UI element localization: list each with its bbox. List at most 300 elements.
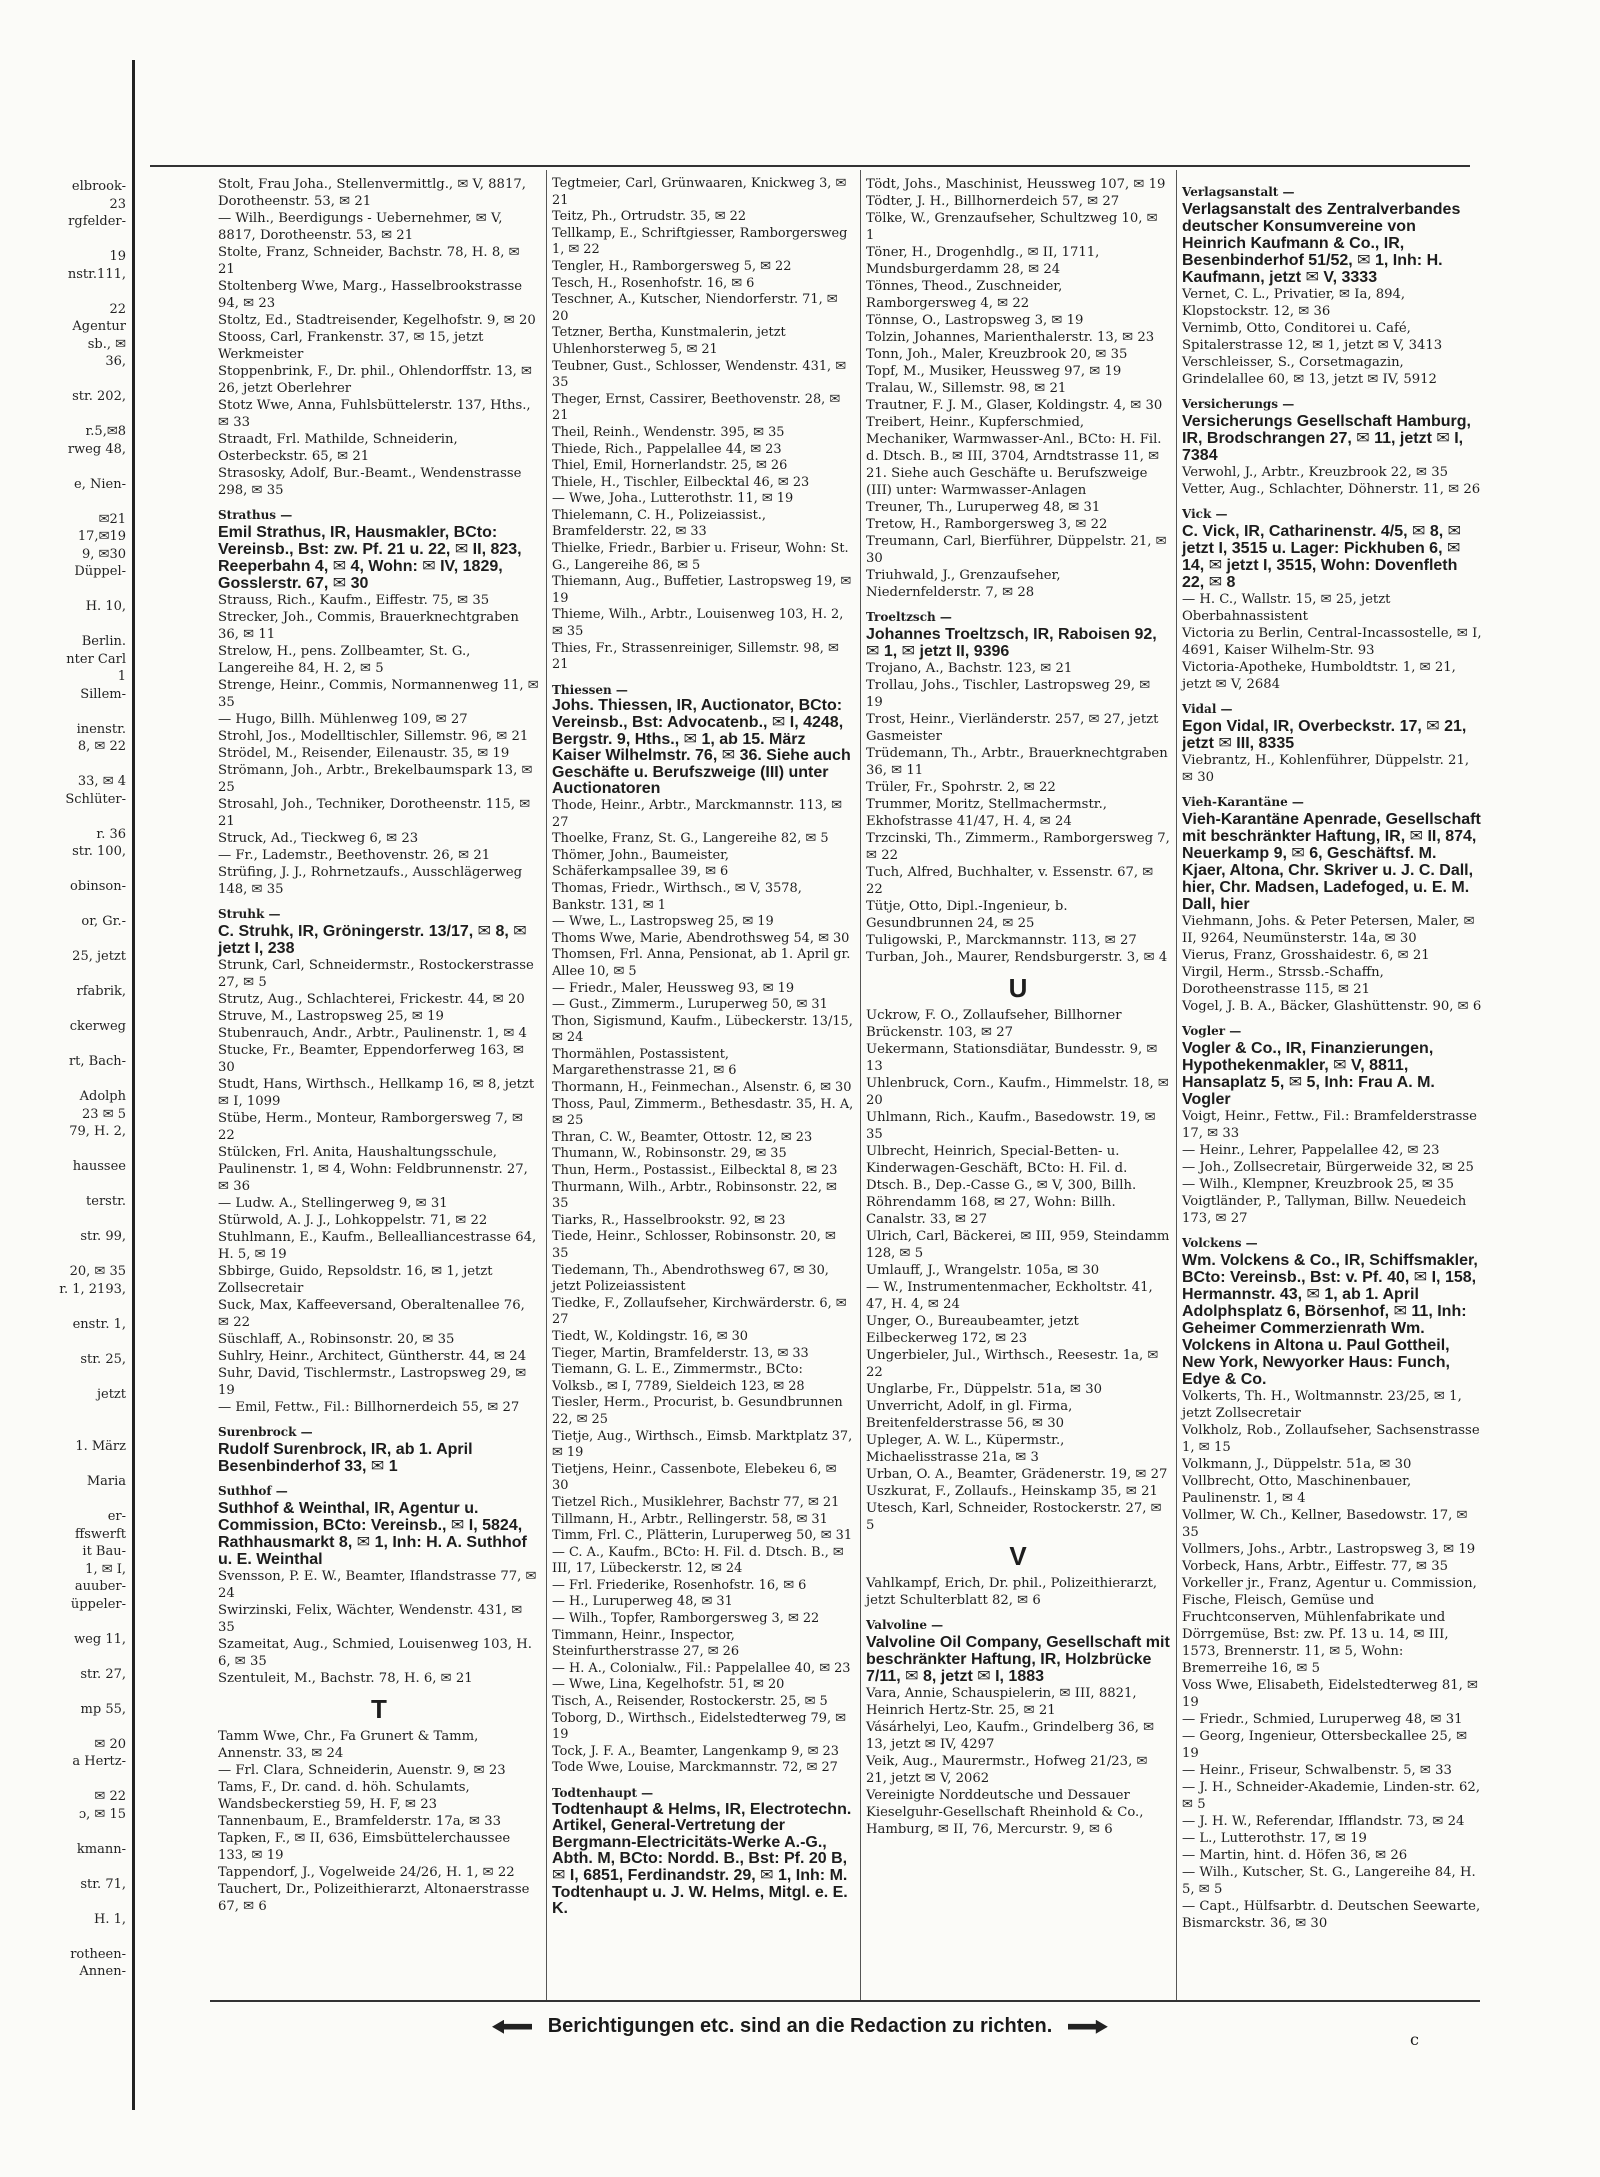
directory-entry: — Wilh., Klempner, Kreuzbrook 25, ✉ 35	[1182, 1177, 1454, 1192]
directory-entry: Thumann, W., Robinsonstr. 29, ✉ 35	[552, 1146, 787, 1162]
margin-fragment-line: 23 ✉ 5	[82, 1106, 126, 1122]
directory-entry: Thurmann, Wilh., Arbtr., Robinsonstr. 22, ✉ 35	[552, 1179, 837, 1212]
margin-fragment-line: a Hertz-	[72, 1754, 126, 1769]
margin-fragment-line: nter Carl	[66, 651, 126, 667]
firm-group-heading: Vieh-Karantäne —	[1182, 795, 1304, 809]
directory-entry: Stotz Wwe, Anna, Fuhlsbüttelerstr. 137, Hths., ✉ 33	[218, 398, 531, 430]
directory-entry: Tamm Wwe, Chr., Fa Grunert & Tamm, Annenstr. 33, ✉ 24	[218, 1729, 479, 1761]
margin-fragment-line: H. 10,	[85, 599, 126, 614]
directory-entry: Thoelke, Franz, St. G., Langereihe 82, ✉ 5	[552, 831, 829, 847]
directory-entry: Viebrantz, H., Kohlenführer, Düppelstr. 21, ✉ 30	[1182, 753, 1470, 785]
directory-entry: Thieme, Wilh., Arbtr., Louisenweg 103, H. 2, ✉ 35	[552, 607, 844, 640]
directory-entry: Viehmann, Johs. & Peter Petersen, Maler, ✉ II, 9264, Neumünsterstr. 14a, ✉ 30	[1182, 914, 1475, 946]
directory-entry: Volkerts, Th. H., Woltmannstr. 23/25, ✉ 1, jetzt Zollsecretair	[1182, 1389, 1462, 1421]
directory-entry: — L., Lutterothstr. 17, ✉ 19	[1182, 1831, 1367, 1846]
margin-fragment-line: 23	[109, 196, 126, 212]
directory-entry: Trollau, Johs., Tischler, Lastropsweg 29, ✉ 19	[866, 678, 1151, 710]
directory-entry: — Wwe, L., Lastropsweg 25, ✉ 19	[552, 914, 774, 930]
directory-entry: Szentuleit, M., Bachstr. 78, H. 6, ✉ 21	[218, 1671, 473, 1686]
directory-entry: Unger, O., Bureaubeamter, jetzt Eilbeckerweg 172, ✉ 23	[866, 1314, 1079, 1346]
directory-entry: Virgil, Herm., Strssb.-Schaffn, Dorotheenstrasse 115, ✉ 21	[1182, 965, 1384, 997]
directory-entry: Tiedemann, Th., Abendrothsweg 67, ✉ 30, jetzt Polizeiassistent	[552, 1262, 829, 1295]
firm-entry: Vieh-Karantäne Apenrade, Gesellschaft mit beschränkter Haftung, IR, ✉ II, 874, Neuerkamp 9, ✉ 6, Geschäftsf. M. Kjaer, Altona, Chr. Skriver u. J. C. Dall, hier, Chr. Madsen, Ladefoged, u. E. M. Dall, hier	[1182, 811, 1481, 913]
directory-entry: Tödt, Johs., Maschinist, Heussweg 107, ✉ 19	[866, 177, 1166, 192]
directory-entry: Tonn, Joh., Maler, Kreuzbrook 20, ✉ 35	[866, 347, 1128, 362]
column-divider	[860, 170, 861, 2000]
directory-entry: — Hugo, Billh. Mühlenweg 109, ✉ 27	[218, 712, 468, 727]
directory-entry: Theger, Ernst, Cassirer, Beethovenstr. 28, ✉ 21	[552, 391, 841, 424]
directory-entry: Trost, Heinr., Vierländerstr. 257, ✉ 27, jetzt Gasmeister	[866, 712, 1159, 744]
pointing-hand-icon	[1068, 2020, 1108, 2034]
directory-entry: Treuner, Th., Luruperweg 48, ✉ 31	[866, 500, 1101, 515]
firm-entry: Johannes Troeltzsch, IR, Raboisen 92, ✉ 1, ✉ jetzt II, 9396	[866, 626, 1157, 660]
firm-entry: Todtenhaupt & Helms, IR, Electrotechn. Artikel, General-Vertretung der Bergmann-Electricitäts-Werke A.-G., Abth. M, BCto: Nordd. B., Bst: Pf. 20 B, ✉ I, 6851, Ferdinandstr. 29, ✉ 1, Inh: M. Todtenhaupt u. J. W. Helms, Mitgl. e. E. K.	[552, 1800, 852, 1918]
header-rule	[150, 165, 1470, 167]
directory-entry: — Martin, hint. d. Höfen 36, ✉ 26	[1182, 1848, 1408, 1863]
firm-group-heading: Strathus —	[218, 508, 293, 522]
firm-group-heading: Troeltzsch —	[866, 610, 952, 624]
directory-entry: — Friedr., Schmied, Luruperweg 48, ✉ 31	[1182, 1712, 1463, 1727]
directory-entry: — Gust., Zimmerm., Luruperweg 50, ✉ 31	[552, 997, 828, 1013]
directory-entry: Süschlaff, A., Robinsonstr. 20, ✉ 35	[218, 1332, 455, 1347]
margin-fragment-line: Annen-	[79, 1964, 126, 1979]
directory-entry: Tralau, W., Sillemstr. 98, ✉ 21	[866, 381, 1067, 396]
margin-fragment-line: 79, H. 2,	[69, 1124, 126, 1139]
margin-fragment-line: obinson-	[70, 879, 126, 894]
margin-fragment-line: elbrook-	[71, 179, 126, 194]
directory-entry: — Wilh., Kutscher, St. G., Langereihe 84, H. 5, ✉ 5	[1182, 1865, 1476, 1897]
margin-fragment-line: Schlüter-	[65, 791, 126, 807]
directory-entry: — J. H., Schneider-Akademie, Linden-str. 62, ✉ 5	[1182, 1780, 1481, 1812]
directory-entry: Thielke, Friedr., Barbier u. Friseur, Wohn: St. G., Langereihe 86, ✉ 5	[552, 541, 849, 573]
directory-entry: Strauss, Rich., Kaufm., Eiffestr. 75, ✉ 35	[218, 593, 490, 608]
directory-entry: Tellkamp, E., Schriftgiesser, Ramborgersweg 1, ✉ 22	[552, 225, 848, 258]
margin-fragment-line: üppeler-	[70, 1596, 126, 1612]
margin-fragment-line: e, Nien-	[74, 476, 126, 492]
directory-entry: Trautner, F. J. M., Glaser, Koldingstr. 4, ✉ 30	[866, 398, 1163, 413]
footer-text: Berichtigungen etc. sind an die Redaction zu richten.	[547, 2015, 1053, 2037]
firm-group-heading: Vidal —	[1182, 702, 1233, 716]
directory-entry: Struck, Ad., Tieckweg 6, ✉ 23	[218, 831, 419, 846]
margin-fragment-line: ɔ, ✉ 15	[78, 1806, 126, 1822]
directory-entry: Upleger, A. W. L., Küpermstr., Michaelisstrasse 21a, ✉ 3	[866, 1433, 1065, 1465]
directory-entry: Tesch, H., Rosenhofstr. 16, ✉ 6	[552, 275, 755, 291]
directory-entry: — H., Luruperweg 48, ✉ 31	[552, 1594, 733, 1610]
directory-entry: Vollbrecht, Otto, Maschinenbauer, Paulinenstr. 1, ✉ 4	[1182, 1474, 1412, 1506]
directory-entry: — Friedr., Maler, Heussweg 93, ✉ 19	[552, 980, 795, 996]
directory-entry: Stürwold, A. J. J., Lohkoppelstr. 71, ✉ 22	[218, 1213, 488, 1228]
directory-entry: — Wwe, Joha., Lutterothstr. 11, ✉ 19	[552, 491, 794, 507]
directory-entry: Vorkeller jr., Franz, Agentur u. Commission, Fische, Fleisch, Gemüse und Fruchtconserven, Mühlenfabrikate und Dörrgemüse, Bst: zw. Pf. 13 u. 14, ✉ III, 1573, Brennerstr. 11, ✉ 5, Wohn: Bremerreihe 16, ✉ 5	[1182, 1576, 1477, 1676]
margin-fragment-line: terstr.	[86, 1194, 126, 1209]
directory-entry: Vogel, J. B. A., Bäcker, Glashüttenstr. 90, ✉ 6	[1182, 999, 1482, 1014]
margin-fragment-line: rweg 48,	[67, 441, 126, 457]
directory-entry: Strüfing, J. J., Rohrnetzaufs., Ausschlägerweg 148, ✉ 35	[218, 865, 523, 897]
directory-entry: Stübe, Herm., Monteur, Ramborgersweg 7, ✉ 22	[218, 1111, 524, 1143]
directory-entry: Thomas, Friedr., Wirthsch., ✉ V, 3578, Bankstr. 131, ✉ 1	[552, 880, 802, 913]
directory-entry: Turban, Joh., Maurer, Rendsburgerstr. 3, ✉ 4	[866, 950, 1168, 965]
directory-entry: Vernimb, Otto, Conditorei u. Café, Spitalerstrasse 12, ✉ 1, jetzt ✉ V, 3413	[1182, 321, 1443, 353]
directory-entry: — Frl. Clara, Schneiderin, Auenstr. 9, ✉ 23	[218, 1763, 506, 1778]
directory-entry: Timmann, Heinr., Inspector, Steinfurtherstrasse 27, ✉ 26	[552, 1627, 740, 1660]
margin-fragment-line: 33, ✉ 4	[77, 774, 126, 789]
directory-entry: Unglarbe, Fr., Düppelstr. 51a, ✉ 30	[866, 1382, 1102, 1397]
directory-entry: Straadt, Frl. Mathilde, Schneiderin, Osterbeckstr. 65, ✉ 21	[218, 432, 458, 464]
directory-entry: Tock, J. F. A., Beamter, Langenkamp 9, ✉ 23	[552, 1743, 839, 1759]
directory-entry: Vollmer, W. Ch., Kellner, Basedowstr. 17, ✉ 35	[1182, 1508, 1468, 1540]
margin-fragment-line: 1, ✉ I,	[85, 1561, 126, 1577]
margin-fragment-line: 1. März	[75, 1439, 126, 1454]
margin-fragment-line: 36,	[105, 354, 126, 369]
directory-entry: Tolzin, Johannes, Marienthalerstr. 13, ✉ 23	[866, 330, 1155, 345]
directory-entry: Unverricht, Adolf, in gl. Firma, Breitenfelderstrasse 56, ✉ 30	[866, 1399, 1073, 1431]
directory-entry: Strömann, Joh., Arbtr., Brekelbaumspark 13, ✉ 25	[218, 763, 533, 795]
firm-group-heading: Versicherungs —	[1182, 397, 1295, 411]
directory-entry: — Heinr., Lehrer, Pappelallee 42, ✉ 23	[1182, 1143, 1440, 1158]
margin-fragment-line: 1	[117, 669, 126, 684]
directory-entry: Vara, Annie, Schauspielerin, ✉ III, 8821, Heinrich Hertz-Str. 25, ✉ 21	[866, 1686, 1137, 1718]
directory-entry: Uekermann, Stationsdiätar, Bundesstr. 9, ✉ 13	[866, 1042, 1158, 1074]
footer-rule	[210, 2000, 1480, 2002]
directory-entry: Strenge, Heinr., Commis, Normannenweg 11, ✉ 35	[218, 678, 539, 710]
directory-entry: Szameitat, Aug., Schmied, Louisenweg 103, H. 6, ✉ 35	[218, 1637, 532, 1669]
margin-fragment-line: Maria	[86, 1474, 126, 1489]
firm-group-heading: Surenbrock —	[218, 1425, 313, 1439]
margin-fragment-line: inenstr.	[76, 721, 126, 737]
directory-entry: Stoltz, Ed., Stadtreisender, Kegelhofstr. 9, ✉ 20	[218, 313, 536, 328]
directory-entry: Volkholz, Rob., Zollaufseher, Sachsenstrasse 1, ✉ 15	[1182, 1423, 1480, 1455]
margin-fragment-line: sb., ✉	[87, 336, 126, 352]
directory-entry: Vorbeck, Hans, Arbtr., Eiffestr. 77, ✉ 35	[1182, 1559, 1449, 1574]
directory-entry: — H. C., Wallstr. 15, ✉ 25, jetzt Oberbahnassistent	[1182, 592, 1391, 624]
directory-entry: Tietzel Rich., Musiklehrer, Bachstr 77, ✉ 21	[552, 1494, 840, 1510]
directory-entry: Timm, Frl. C., Plätterin, Luruperweg 50, ✉ 31	[552, 1528, 853, 1544]
margin-fragment-line: ckerweg	[69, 1019, 126, 1034]
directory-entry: — Emil, Fettw., Fil.: Billhornerdeich 55, ✉ 27	[218, 1400, 520, 1415]
margin-fragment-line: kmann-	[76, 1841, 126, 1857]
directory-entry: Stülcken, Frl. Anita, Haushaltungsschule, Paulinenstr. 1, ✉ 4, Wohn: Feldbrunnenstr. 27, ✉ 36	[218, 1145, 528, 1194]
directory-entry: Tölke, W., Grenzaufseher, Schultzweg 10, ✉ 1	[866, 211, 1158, 243]
margin-fragment-line: r. 1, 2193,	[59, 1281, 126, 1297]
directory-entry: — Joh., Zollsecretair, Bürgerweide 32, ✉ 25	[1182, 1160, 1474, 1175]
margin-fragment-line: Sillem-	[80, 686, 126, 702]
directory-entry: Ungerbieler, Jul., Wirthsch., Reesestr. 1a, ✉ 22	[866, 1348, 1159, 1380]
margin-fragment-line: 17,✉19	[77, 529, 126, 544]
section-letter: V	[1009, 1541, 1027, 1571]
firm-entry: Egon Vidal, IR, Overbeckstr. 17, ✉ 21, jetzt ✉ III, 8335	[1182, 718, 1467, 752]
directory-entry: Strelow, H., pens. Zollbeamter, St. G., Langereihe 84, H. 2, ✉ 5	[218, 644, 471, 676]
firm-group-heading: Valvoline —	[866, 1618, 944, 1632]
directory-entry: Vernet, C. L., Privatier, ✉ Ia, 894, Klopstockstr. 12, ✉ 36	[1182, 287, 1406, 319]
column-4	[1182, 176, 1482, 1932]
directory-entry: Suhr, David, Tischlermstr., Lastropsweg 29, ✉ 19	[218, 1366, 527, 1398]
directory-entry: Struve, M., Lastropsweg 25, ✉ 19	[218, 1009, 444, 1024]
margin-fragment-line: str. 202,	[72, 389, 126, 404]
directory-entry: Uhlenbruck, Corn., Kaufm., Himmelstr. 18, ✉ 20	[866, 1076, 1169, 1108]
directory-entry: Tuligowski, P., Marckmannstr. 113, ✉ 27	[866, 933, 1137, 948]
margin-fragment-line: rfabrik,	[76, 984, 126, 999]
footer-note	[0, 2015, 1600, 2038]
directory-entry: Topf, M., Musiker, Heussweg 97, ✉ 19	[866, 364, 1122, 379]
margin-fragment-line: mp 55,	[80, 1701, 126, 1717]
margin-fragment-line: rt, Bach-	[68, 1054, 126, 1069]
directory-entry: — Wilh., Topfer, Ramborgersweg 3, ✉ 22	[552, 1611, 820, 1627]
directory-entry: Strosahl, Joh., Techniker, Dorotheenstr. 115, ✉ 21	[218, 797, 531, 829]
margin-fragment-line: str. 71,	[80, 1876, 126, 1892]
margin-fragment-line: Adolph	[79, 1089, 126, 1104]
directory-entry: Thon, Sigismund, Kaufm., Lübeckerstr. 13/15, ✉ 24	[552, 1013, 853, 1046]
directory-entry: Tietje, Aug., Wirthsch., Eimsb. Marktplatz 37, ✉ 19	[552, 1428, 853, 1461]
directory-entry: Trüler, Fr., Spohrstr. 2, ✉ 22	[866, 780, 1056, 795]
directory-entry: Tetzner, Bertha, Kunstmalerin, jetzt Uhlenhorsterweg 5, ✉ 21	[552, 325, 786, 357]
firm-entry: Vogler & Co., IR, Finanzierungen, Hypothekenmakler, ✉ V, 8811, Hansaplatz 5, ✉ 5, Inh: Frau A. M. Vogler	[1182, 1040, 1435, 1108]
directory-entry: Thun, Herm., Postassist., Eilbecktal 8, ✉ 23	[552, 1163, 838, 1179]
directory-entry: Tiede, Heinr., Schlosser, Robinsonstr. 20, ✉ 35	[552, 1229, 836, 1261]
directory-entry: Tütje, Otto, Dipl.-Ingenieur, b. Gesundbrunnen 24, ✉ 25	[866, 899, 1068, 931]
directory-entry: Thiele, H., Tischler, Eilbecktal 46, ✉ 23	[552, 474, 810, 490]
margin-fragment-line: haussee	[72, 1159, 126, 1174]
directory-entry: Tillmann, H., Arbtr., Rellingerstr. 58, ✉ 31	[552, 1511, 828, 1527]
firm-entry: Valvoline Oil Company, Gesellschaft mit beschränkter Haftung, IR, Holzbrücke 7/11, ✉ 8, jetzt ✉ I, 1883	[866, 1634, 1170, 1685]
margin-fragment-line: Düppel-	[74, 564, 126, 579]
directory-entry: Suck, Max, Kaffeeversand, Oberaltenallee 76, ✉ 22	[218, 1298, 525, 1330]
directory-entry: Tönnes, Theod., Zuschneider, Ramborgersweg 4, ✉ 22	[866, 279, 1063, 311]
directory-entry: Voigtländer, P., Tallyman, Billw. Neuedeich 173, ✉ 27	[1182, 1194, 1467, 1226]
directory-entry: Swirzinski, Felix, Wächter, Wendenstr. 431, ✉ 35	[218, 1603, 523, 1635]
directory-entry: Voss Wwe, Elisabeth, Eidelstedterweg 81, ✉ 19	[1182, 1678, 1479, 1710]
directory-entry: Umlauff, J., Wrangelstr. 105a, ✉ 30	[866, 1263, 1100, 1278]
directory-entry: Tengler, H., Ramborgersweg 5, ✉ 22	[552, 258, 792, 274]
directory-entry: Tegtmeier, Carl, Grünwaaren, Knickweg 3, ✉ 21	[552, 176, 847, 208]
directory-entry: Uszkurat, F., Zollaufs., Heinskamp 35, ✉ 21	[866, 1484, 1158, 1499]
directory-entry: Victoria-Apotheke, Humboldtstr. 1, ✉ 21, jetzt ✉ V, 2684	[1182, 660, 1456, 692]
directory-entry: Stoppenbrink, F., Dr. phil., Ohlendorffstr. 13, ✉ 26, jetzt Oberlehrer	[218, 364, 533, 396]
directory-entry: Tiedke, F., Zollaufseher, Kirchwärderstr. 6, ✉ 27	[552, 1295, 847, 1328]
directory-entry: Teschner, A., Kutscher, Niendorferstr. 71, ✉ 20	[552, 292, 838, 324]
directory-entry: Uhlmann, Rich., Kaufm., Basedowstr. 19, ✉ 35	[866, 1110, 1156, 1142]
left-page-margin-fragment	[0, 60, 135, 2110]
directory-entry: Tretow, H., Ramborgersweg 3, ✉ 22	[866, 517, 1108, 532]
directory-entry: — C. A., Kaufm., BCto: H. Fil. d. Dtsch. B., ✉ III, 17, Lübeckerstr. 12, ✉ 24	[552, 1544, 844, 1577]
directory-entry: Volkmann, J., Düppelstr. 51a, ✉ 30	[1182, 1457, 1412, 1472]
firm-group-heading: Volckens —	[1182, 1236, 1258, 1250]
directory-entry: — Heinr., Friseur, Schwalbenstr. 5, ✉ 33	[1182, 1763, 1452, 1778]
directory-entry: Thode, Heinr., Arbtr., Marckmannstr. 113, ✉ 27	[552, 797, 842, 830]
directory-entry: Utesch, Karl, Schneider, Rostockerstr. 27, ✉ 5	[866, 1501, 1162, 1533]
directory-entry: Thielemann, C. H., Polizeiassist., Bramfelderstr. 22, ✉ 33	[552, 507, 766, 540]
directory-entry: Thoms Wwe, Marie, Abendrothsweg 54, ✉ 30	[552, 930, 850, 946]
firm-group-heading: Vogler —	[1182, 1024, 1242, 1038]
margin-fragment-line: r.5,✉8	[85, 424, 126, 439]
firm-group-heading: Todtenhaupt —	[552, 1786, 654, 1800]
directory-entry: Strunk, Carl, Schneidermstr., Rostockerstrasse 27, ✉ 5	[218, 958, 534, 990]
section-letter: T	[371, 1694, 387, 1724]
margin-fragment-line: auuber-	[74, 1579, 126, 1594]
directory-entry: Thran, C. W., Beamter, Ottostr. 12, ✉ 23	[552, 1129, 813, 1145]
firm-group-heading: Suthhof —	[218, 1484, 288, 1498]
directory-entry: Triuhwald, J., Grenzaufseher, Niedernfelderstr. 7, ✉ 28	[866, 568, 1061, 600]
margin-fragment-line: enstr. 1,	[72, 1316, 126, 1332]
margin-fragment-line: ffswerft	[75, 1526, 126, 1542]
margin-fragment-line: 22	[109, 301, 126, 317]
directory-entry: Tiedt, W., Koldingstr. 16, ✉ 30	[552, 1328, 748, 1344]
directory-entry: Vollmers, Johs., Arbtr., Lastropsweg 3, ✉ 19	[1182, 1542, 1476, 1557]
directory-entry: Strohl, Jos., Modelltischler, Sillemstr. 96, ✉ 21	[218, 729, 529, 744]
firm-entry: Versicherungs Gesellschaft Hamburg, IR, Brodschrangen 27, ✉ 11, jetzt ✉ I, 7384	[1182, 413, 1471, 464]
directory-entry: Strödel, M., Reisender, Eilenaustr. 35, ✉ 19	[218, 746, 510, 761]
directory-entry: Thiel, Emil, Hornerlandstr. 25, ✉ 26	[552, 458, 788, 474]
directory-entry: Treumann, Carl, Bierführer, Düppelstr. 21, ✉ 30	[866, 534, 1167, 566]
margin-fragment-line: weg 11,	[74, 1631, 126, 1647]
directory-entry: Tode Wwe, Louise, Marckmannstr. 72, ✉ 27	[552, 1760, 838, 1776]
directory-entry: Trummer, Moritz, Stellmachermstr., Ekhofstrasse 41/47, H. 4, ✉ 24	[866, 797, 1107, 829]
directory-entry: Toborg, D., Wirthsch., Eidelstedterweg 79, ✉ 19	[552, 1710, 846, 1743]
firm-entry: Rudolf Surenbrock, IR, ab 1. April Besenbinderhof 33, ✉ 1	[218, 1441, 473, 1475]
firm-group-heading: Struhk —	[218, 907, 281, 921]
directory-entry: Strecker, Joh., Commis, Brauerknechtgraben 36, ✉ 11	[218, 610, 519, 642]
directory-entry: Voigt, Heinr., Fettw., Fil.: Bramfelderstrasse 17, ✉ 33	[1182, 1109, 1477, 1141]
directory-entry: Stuhlmann, E., Kaufm., Bellealliancestrasse 64, H. 5, ✉ 19	[218, 1230, 537, 1262]
directory-entry: Thömer, John., Baumeister, Schäferkampsallee 39, ✉ 6	[552, 847, 729, 880]
directory-entry: Thies, Fr., Strassenreiniger, Sillemstr. 98, ✉ 21	[552, 640, 839, 673]
margin-fragment-line: 25, jetzt	[72, 949, 126, 964]
directory-entry: Urban, O. A., Beamter, Grädenerstr. 19, ✉ 27	[866, 1467, 1168, 1482]
directory-entry: Sbbirge, Guido, Repsoldstr. 16, ✉ 1, jetzt Zollsecretair	[218, 1264, 493, 1296]
section-letter: U	[1008, 973, 1028, 1003]
directory-entry: — Wilh., Beerdigungs - Uebernehmer, ✉ V, 8817, Dorotheenstr. 53, ✉ 21	[218, 211, 503, 243]
directory-entry: Trzcinski, Th., Zimmerm., Ramborgersweg 7, ✉ 22	[866, 831, 1170, 863]
directory-entry: Uckrow, F. O., Zollaufseher, Billhorner Brückenstr. 103, ✉ 27	[866, 1008, 1122, 1040]
corner-mark: c	[1410, 2030, 1419, 2049]
directory-entry: Suhlry, Heinr., Architect, Güntherstr. 44, ✉ 24	[218, 1349, 527, 1364]
directory-entry: Teubner, Gust., Schlosser, Wendenstr. 431, ✉ 35	[552, 358, 847, 391]
margin-fragment-line: ✉ 20	[94, 1736, 126, 1752]
margin-fragment-line: 19	[109, 249, 126, 264]
directory-entry: Strasosky, Adolf, Bur.-Beamt., Wendenstrasse 298, ✉ 35	[218, 466, 522, 498]
directory-entry: — Frl. Friederike, Rosenhofstr. 16, ✉ 6	[552, 1577, 807, 1593]
directory-entry: Thoss, Paul, Zimmerm., Bethesdastr. 35, H. A, ✉ 25	[552, 1096, 854, 1129]
margin-fragment-line: ✉ 22	[94, 1789, 126, 1804]
directory-entry: Tiemann, G. L. E., Zimmermstr., BCto: Volksb., ✉ I, 7789, Sieldeich 123, ✉ 28	[552, 1362, 805, 1394]
margin-fragment-line: Agentur	[72, 319, 126, 334]
directory-entry: Trojano, A., Bachstr. 123, ✉ 21	[866, 661, 1073, 676]
directory-entry: Ulbrecht, Heinrich, Special-Betten- u. Kinderwagen-Geschäft, BCto: H. Fil. d. Dtsch. B., Dep.-Casse G., ✉ V, 300, Billh. Röhrendamm 168, ✉ 27, Wohn: Billh. Canalstr. 33, ✉ 27	[866, 1144, 1137, 1227]
directory-entry: Stoltenberg Wwe, Marg., Hasselbrookstrasse 94, ✉ 23	[218, 279, 523, 311]
directory-entry: — Wwe, Lina, Kegelhofstr. 51, ✉ 20	[552, 1677, 785, 1693]
directory-entry: Tödter, J. H., Billhornerdeich 57, ✉ 27	[866, 194, 1120, 209]
firm-entry: Wm. Volckens & Co., IR, Schiffsmakler, BCto: Vereinsb., Bst: v. Pf. 40, ✉ I, 158, Hermannstr. 43, ✉ 1, ab 1. April Adolphsplatz 6, Börsenhof, ✉ 11, Inh: Geheimer Commerzienrath Wm. Volckens in Altona u. Paul Gottheil, New York, Newyorker Haus: Funch, Edye & Co.	[1182, 1252, 1478, 1388]
directory-entry: Tieger, Martin, Bramfelderstr. 13, ✉ 33	[552, 1345, 809, 1361]
directory-entry: — Capt., Hülfsarbtr. d. Deutschen Seewarte, Bismarckstr. 36, ✉ 30	[1182, 1899, 1481, 1931]
column-1	[218, 176, 540, 1915]
directory-entry: Stooss, Carl, Frankenstr. 37, ✉ 15, jetzt Werkmeister	[218, 330, 484, 362]
directory-entry: Tannenbaum, E., Bramfelderstr. 17a, ✉ 33	[218, 1814, 501, 1829]
column-divider	[546, 170, 547, 2000]
directory-entry: Treibert, Heinr., Kupferschmied, Mechaniker, Warmwasser-Anl., BCto: H. Fil. d. Dtsch. B., ✉ III, 3704, Arndtstrasse 11, ✉ 21. Siehe auch Geschäfte u. Berufszweige (III) unter: Warmwasser-Anlagen	[866, 415, 1162, 498]
directory-entry: Theil, Reinh., Wendenstr. 395, ✉ 35	[552, 424, 785, 440]
directory-entry: Tappendorf, J., Vogelweide 24/26, H. 1, ✉ 22	[218, 1865, 515, 1880]
directory-entry: Thiede, Rich., Pappelallee 44, ✉ 23	[552, 441, 782, 457]
directory-entry: Thomsen, Frl. Anna, Pensionat, ab 1. April gr. Allee 10, ✉ 5	[552, 947, 851, 979]
directory-entry: Stucke, Fr., Beamter, Eppendorferweg 163, ✉ 30	[218, 1043, 524, 1075]
directory-entry: Tapken, F., ✉ II, 636, Eimsbüttelerchaussee 133, ✉ 19	[218, 1831, 511, 1863]
directory-entry: Tietjens, Heinr., Cassenbote, Elebekeu 6, ✉ 30	[552, 1461, 837, 1494]
firm-entry: C. Struhk, IR, Gröningerstr. 13/17, ✉ 8, ✉ jetzt I, 238	[218, 923, 527, 957]
directory-entry: — Fr., Lademstr., Beethovenstr. 26, ✉ 21	[218, 848, 491, 863]
directory-entry: — H. A., Colonialw., Fil.: Pappelallee 40, ✉ 23	[552, 1660, 851, 1676]
directory-entry: Thormählen, Postassistent, Margarethenstrasse 21, ✉ 6	[552, 1046, 737, 1079]
margin-fragment-line: 8, ✉ 22	[77, 739, 126, 754]
margin-fragment-line: str. 27,	[80, 1666, 126, 1682]
directory-entry: Vereinigte Norddeutsche und Dessauer Kieselguhr-Gesellschaft Rheinhold & Co., Hamburg, ✉ II, 76, Mercurstr. 9, ✉ 6	[866, 1788, 1144, 1837]
directory-entry: Vásárhelyi, Leo, Kaufm., Grindelberg 36, ✉ 13, jetzt ✉ IV, 4297	[866, 1720, 1155, 1752]
directory-entry: Verwohl, J., Arbtr., Kreuzbrook 22, ✉ 35	[1182, 465, 1448, 480]
directory-entry: Teitz, Ph., Ortrudstr. 35, ✉ 22	[552, 209, 747, 225]
directory-entry: Tisch, A., Reisender, Rostockerstr. 25, ✉ 5	[552, 1694, 828, 1710]
firm-entry: Emil Strathus, IR, Hausmakler, BCto: Vereinsb., Bst: zw. Pf. 21 u. 22, ✉ II, 823, Reeperbahn 4, ✉ 4, Wohn: ✉ IV, 1829, Gosslerstr. 67, ✉ 30	[218, 524, 522, 592]
firm-group-heading: Thiessen —	[552, 682, 628, 697]
margin-fragment-line: ✉21	[98, 511, 126, 527]
margin-fragment-line: str. 99,	[80, 1229, 126, 1244]
margin-fragment-line: str. 25,	[80, 1351, 126, 1367]
directory-entry: Tuch, Alfred, Buchhalter, v. Essenstr. 67, ✉ 22	[866, 865, 1154, 897]
directory-entry: — Georg, Ingenieur, Ottersbeckallee 25, ✉ 19	[1182, 1729, 1468, 1761]
directory-entry: Ulrich, Carl, Bäckerei, ✉ III, 959, Steindamm 128, ✉ 5	[866, 1229, 1170, 1261]
directory-entry: Tiesler, Herm., Procurist, b. Gesundbrunnen 22, ✉ 25	[552, 1395, 843, 1427]
directory-entry: Thormann, H., Feinmechan., Alsenstr. 6, ✉ 30	[552, 1080, 852, 1096]
directory-entry: Tauchert, Dr., Polizeithierarzt, Altonaerstrasse 67, ✉ 6	[218, 1882, 530, 1914]
firm-entry: Verlagsanstalt des Zentralverbandes deutscher Konsumvereine von Heinrich Kaufmann & Co., IR, Besenbinderhof 51/52, ✉ 1, Inh: H. Kaufmann, jetzt ✉ V, 3333	[1182, 201, 1461, 286]
directory-entry: Töner, H., Drogenhdlg., ✉ II, 1711, Mundsburgerdamm 28, ✉ 24	[866, 245, 1100, 277]
directory-entry: Strutz, Aug., Schlachterei, Frickestr. 44, ✉ 20	[218, 992, 525, 1007]
directory-entry: — W., Instrumentenmacher, Eckholtstr. 41, 47, H. 4, ✉ 24	[866, 1280, 1153, 1312]
column-3	[866, 176, 1170, 1838]
margin-fragment-line: or, Gr.-	[81, 914, 126, 929]
directory-entry: Stubenrauch, Andr., Arbtr., Paulinenstr. 1, ✉ 4	[218, 1026, 527, 1041]
margin-fragment-line: 9, ✉30	[82, 546, 126, 562]
margin-fragment-line: str. 100,	[72, 844, 126, 859]
margin-fragment-line: Berlin.	[81, 634, 126, 649]
firm-group-heading: Vick —	[1182, 507, 1228, 521]
margin-fragment-line: jetzt	[96, 1386, 126, 1402]
margin-fragment-line: r. 36	[96, 826, 126, 842]
margin-fragment-line: rgfelder-	[68, 214, 126, 229]
directory-entry: Svensson, P. E. W., Beamter, Iflandstrasse 77, ✉ 24	[218, 1569, 537, 1601]
margin-fragment-line: 20, ✉ 35	[69, 1264, 126, 1279]
margin-fragment-line: rotheen-	[70, 1946, 126, 1962]
directory-entry: Stolt, Frau Joha., Stellenvermittlg., ✉ V, 8817, Dorotheenstr. 53, ✉ 21	[218, 177, 526, 209]
margin-fragment-line: it Bau-	[82, 1544, 126, 1559]
directory-entry: Vahlkampf, Erich, Dr. phil., Polizeithierarzt, jetzt Schulterblatt 82, ✉ 6	[866, 1576, 1158, 1608]
firm-entry: Johs. Thiessen, IR, Auctionator, BCto: Vereinsb., Bst: Advocatenb., ✉ I, 4248, Bergstr. 9, Hths., ✉ 1, ab 15. März Kaiser Wilhelmstr. 76, ✉ 36. Siehe auch Geschäfte u. Berufszweige (III) unter Auctionatoren	[552, 697, 851, 798]
directory-entry: Vierus, Franz, Grosshaidestr. 6, ✉ 21	[1182, 948, 1430, 963]
firm-group-heading: Verlagsanstalt —	[1182, 185, 1295, 199]
margin-fragment-line: er-	[107, 1509, 126, 1524]
directory-entry: Trüdemann, Th., Arbtr., Brauerknechtgraben 36, ✉ 11	[866, 746, 1168, 778]
directory-entry: Thiemann, Aug., Buffetier, Lastropsweg 19, ✉ 19	[552, 574, 852, 606]
directory-entry: Veik, Aug., Maurermstr., Hofweg 21/23, ✉ 21, jetzt ✉ V, 2062	[866, 1754, 1148, 1786]
directory-entry: Studt, Hans, Wirthsch., Hellkamp 16, ✉ 8, jetzt ✉ I, 1099	[218, 1077, 535, 1109]
directory-entry: Vetter, Aug., Schlachter, Döhnerstr. 11, ✉ 26	[1182, 482, 1481, 497]
firm-entry: C. Vick, IR, Catharinenstr. 4/5, ✉ 8, ✉ jetzt I, 3515 u. Lager: Pickhuben 6, ✉ 14, ✉ jetzt I, 3515, Wohn: Dovenfleth 22, ✉ 8	[1182, 523, 1462, 591]
directory-entry: — Ludw. A., Stellingerweg 9, ✉ 31	[218, 1196, 448, 1211]
directory-entry: Verschleisser, S., Corsetmagazin, Grindelallee 60, ✉ 13, jetzt ✉ IV, 5912	[1182, 355, 1437, 387]
directory-entry: Tönnse, O., Lastropsweg 3, ✉ 19	[866, 313, 1084, 328]
pointing-hand-icon	[492, 2020, 532, 2034]
directory-entry: — J. H. W., Referendar, Ifflandstr. 73, ✉ 24	[1182, 1814, 1465, 1829]
column-divider	[1176, 170, 1177, 2000]
column-2	[552, 176, 854, 1918]
